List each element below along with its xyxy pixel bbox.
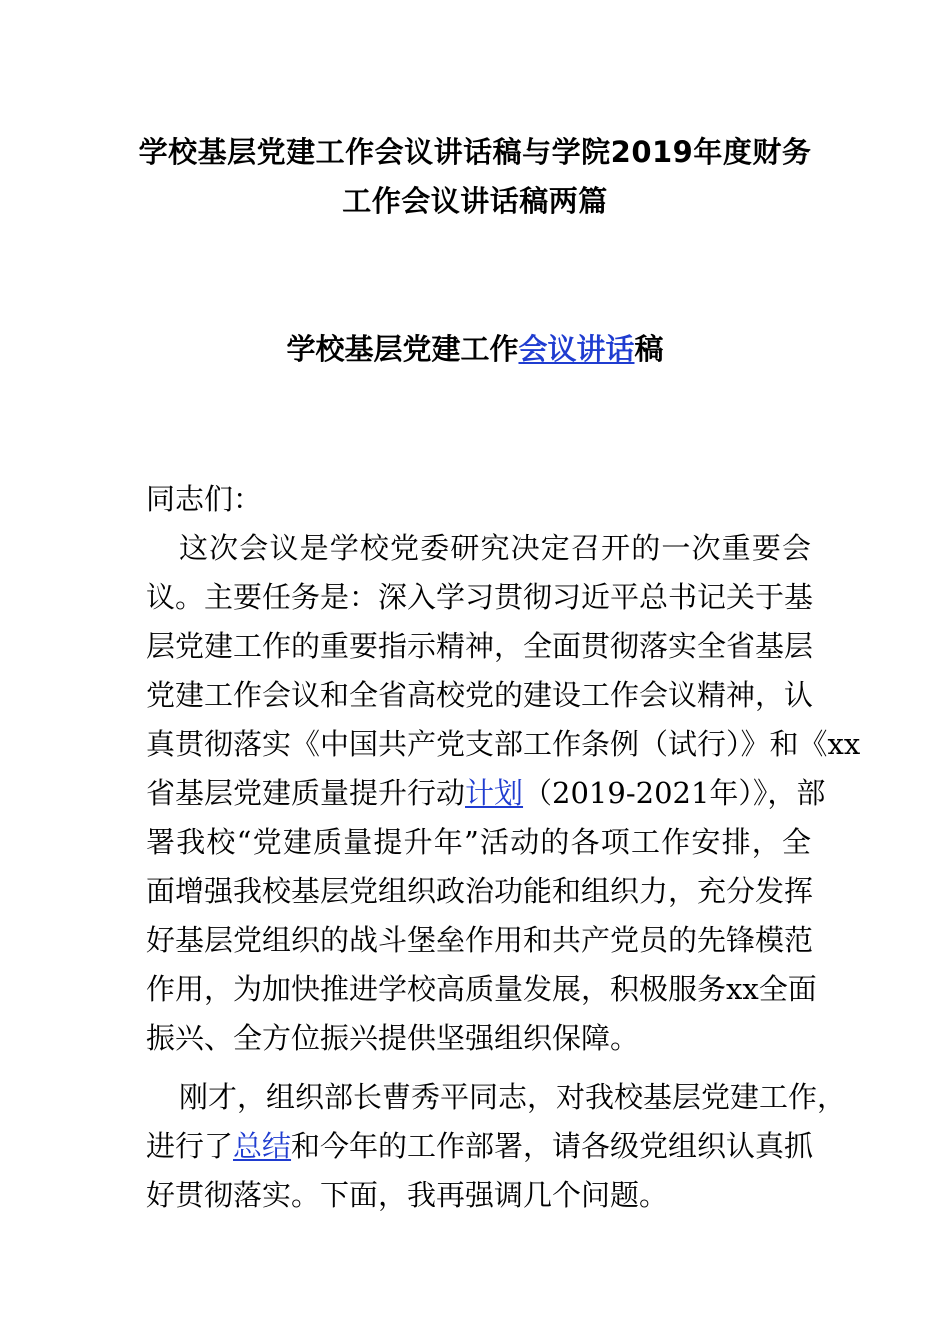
paragraph-1-line-with-link xyxy=(146,769,826,818)
summary-link[interactable]: 总结 xyxy=(233,1129,292,1163)
paragraph-2-line-with-link xyxy=(146,1122,814,1171)
paragraph-1-text: 省基层党建质量提升行动 xyxy=(146,776,466,810)
salutation xyxy=(146,475,811,524)
paragraph-2-text: 进行了 xyxy=(146,1129,234,1163)
paragraph-1-line: 层党建工作的重要指示精神，全面贯彻落实全省基层 xyxy=(146,629,814,663)
paragraph-1-line: 党建工作会议和全省高校党的建设工作会议精神，认 xyxy=(146,678,814,712)
paragraph-1 xyxy=(146,524,861,1063)
salutation-text: 同志们： xyxy=(146,482,263,516)
paragraph-1-line: 议。主要任务是：深入学习贯彻习近平总书记关于基 xyxy=(146,580,814,614)
meeting-speech-link[interactable]: 会议讲话 xyxy=(518,332,635,366)
section-title-suffix: 稿 xyxy=(634,332,664,366)
paragraph-1-line: 好基层党组织的战斗堡垒作用和共产党员的先锋模范 xyxy=(146,923,814,957)
paragraph-1-line: 振兴、全方位振兴提供坚强组织保障。 xyxy=(146,1021,640,1055)
section-title xyxy=(110,327,840,371)
paragraph-2-text: 和今年的工作部署，请各级党组织认真抓 xyxy=(291,1129,814,1163)
plan-link[interactable]: 计划 xyxy=(465,776,524,810)
paragraph-2 xyxy=(146,1073,847,1220)
section-title-text: 学校基层党建工作 xyxy=(286,332,519,366)
title-line-1: 学校基层党建工作会议讲话稿与学院2019年度财务 xyxy=(138,135,812,169)
document-title xyxy=(110,128,840,226)
paragraph-1-text: （2019-2021年）》，部 xyxy=(523,776,826,810)
paragraph-1-line: 这次会议是学校党委研究决定召开的一次重要会 xyxy=(179,531,811,565)
paragraph-1-line: 真贯彻落实《中国共产党支部工作条例（试行）》和《xx xyxy=(146,727,861,761)
paragraph-1-line: 署我校“党建质量提升年”活动的各项工作安排，全 xyxy=(146,825,811,859)
title-line-2: 工作会议讲话稿两篇 xyxy=(342,184,608,218)
paragraph-1-line: 面增强我校基层党组织政治功能和组织力，充分发挥 xyxy=(146,874,814,908)
paragraph-2-line: 刚才，组织部长曹秀平同志，对我校基层党建工作， xyxy=(179,1080,847,1114)
paragraph-2-line: 好贯彻落实。下面，我再强调几个问题。 xyxy=(146,1178,669,1212)
paragraph-1-line: 作用，为加快推进学校高质量发展，积极服务xx全面 xyxy=(146,972,817,1006)
